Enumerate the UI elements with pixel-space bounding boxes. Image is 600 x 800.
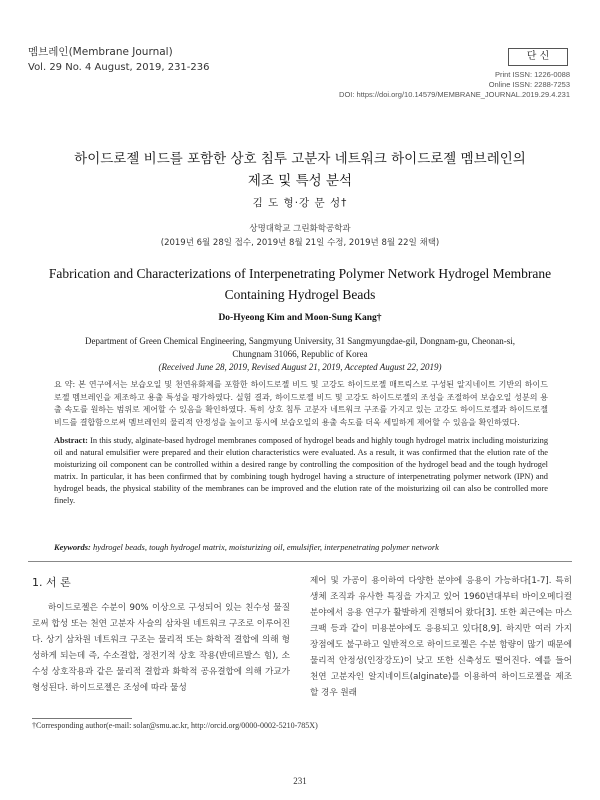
page-number: 231 <box>293 776 307 786</box>
affiliation-english <box>60 335 540 374</box>
abstract-english <box>54 435 548 507</box>
dates-korean: (2019년 6월 28일 접수, 2019년 8월 21일 수정, 2019년 8월 22일 채택) <box>160 238 440 248</box>
intro-paragraph-right: 제어 및 가공이 용이하여 다양한 분야에 응용이 가능하다[1-7]. 특히 생체 조직과 유사한 특징을 가지고 있어 1960년대부터 바이오메디컬 분야에서 응용 연구가 활발하게 진행되어 왔다[3]. 또한 최근에는 마스크팩 등과 같이 미용분야에도 응용되고 있다[8,9]. 하지만 여러 가지 장점에도 불구하고 일반적으로 하이드로젤은 수분 함량이 많기 때문에 물리적 안정성(인장강도)이 낮고 또한 신축성도 떨어진다. 예를 들어 천연 고분자인 알지네이트(alginate)를 이용하여 하이드로젤을 제조할 경우 원래 <box>310 576 572 698</box>
affiliation-korean-dept: 상명대학교 그린화학공학과 <box>249 224 351 234</box>
journal-volume: Vol. 29 No. 4 August, 2019, 231-236 <box>28 62 210 73</box>
title-korean <box>0 148 600 192</box>
body-column-left <box>32 600 290 696</box>
doi-link[interactable]: DOI: https://doi.org/10.14579/MEMBRANE_JOURNAL.2019.29.4.231 <box>339 90 570 99</box>
section-heading-intro: 1. 서 론 <box>32 576 71 589</box>
abstract-english-label: Abstract: <box>54 436 88 445</box>
dates-english: (Received June 28, 2019, Revised August 21, 2019, Accepted August 22, 2019) <box>158 362 442 372</box>
abstract-korean <box>54 379 548 429</box>
corresponding-author-footnote: †Corresponding author(e-mail: solar@smu.ac.kr, http://orcid.org/0000-0002-5210-785X) <box>32 721 318 730</box>
title-korean-line1: 하이드로젤 비드를 포함한 상호 침투 고분자 네트워크 하이드로젤 멤브레인의 <box>74 151 526 167</box>
affiliation-english-line2: Chungnam 31066, Republic of Korea <box>232 349 368 359</box>
title-english-line1: Fabrication and Characterizations of Interpenetrating Polymer Network Hydrogel Membrane <box>48 266 552 281</box>
title-korean-line2: 제조 및 특성 분석 <box>247 173 353 189</box>
title-english-line2: Containing Hydrogel Beads <box>224 287 376 302</box>
body-column-right <box>310 573 572 701</box>
section-divider <box>28 561 572 562</box>
issn-block <box>339 70 570 100</box>
authors-korean: 김 도 형·강 문 성† <box>252 197 348 209</box>
online-issn: Online ISSN: 2288-7253 <box>488 80 570 89</box>
abstract-english-text: In this study, alginate-based hydrogel membranes composed of hydrogel beads and highly tough hydrogel matrix including moisturizing oil and natural emulsifier were prepared and their elution characteristics were evaluated. As a result, it was confirmed that the elution rate of the moisturizing oil component can be controlled within a desired range by controlling the composition of the hydrogel bead and the tough hydrogel matrix. In particular, it has been confirmed that by combining tough hydrogel having a structure of interpenetrating polymer network (IPN) and hydrogel beads, the physical stability of the membranes can be improved and the elution rate of the moisturizing oil can also be controlled more finely. <box>54 436 549 505</box>
journal-header <box>28 44 209 76</box>
intro-paragraph-left: 하이드로젤은 수분이 90% 이상으로 구성되어 있는 친수성 물질로써 합성 또는 천연 고분자 사슬의 삼차원 네트워크 구조로 이루어진다. 상기 삼차원 네트워크 구조는 물리적 또는 화학적 결합에 의해 형성하게 되는데 즉, 수소결합, 정전기적 상호 작용(반데르발스 힘), 소수성 상호작용과 같은 물리적 결합과 화학적 공유결합에 의해 가교가 형성된다. 하이드로젤은 조성에 따라 물성 <box>32 603 290 693</box>
abstract-korean-label: 요 약: <box>54 380 76 389</box>
abstract-korean-text: 본 연구에서는 보습오일 및 천연유화제를 포함한 하이드로젤 비드 및 고강도 하이드로젤 매트릭스로 구성된 알지네이트 기반의 하이드로젤 멤브레인을 제조하고 용출 특성을 평가하였다. 실험 결과, 하이드로젤 비드 및 고강도 하이드로젤의 조성을 조절하여 보습오일 성분의 용출 속도를 원하는 범위로 제어할 수 있음을 확인하였다. 특히 상호 침투 고분자 네트워크 구조를 가지고 있는 고강도 하이드로젤과 하이드로젤 비드를 결합함으로써 멤브레인의 물리적 안정성을 높이고 동시에 보습오일의 용출 속도를 더욱 세밀하게 제어할 수 있음을 확인하였다. <box>54 380 548 427</box>
footnote-divider <box>32 718 132 719</box>
authors-english: Do-Hyeong Kim and Moon-Sung Kang† <box>218 313 382 323</box>
article-type-badge: 단 신 <box>508 48 568 66</box>
journal-name: 멤브레인(Membrane Journal) <box>28 46 173 58</box>
keywords <box>54 541 548 553</box>
affiliation-english-line1: Department of Green Chemical Engineering, Sangmyung University, 31 Sangmyungdae-gil, Dongnam-gu, Cheonan-si, <box>84 336 516 346</box>
print-issn: Print ISSN: 1226-0088 <box>494 70 570 79</box>
keywords-text: hydrogel beads, tough hydrogel matrix, moisturizing oil, emulsifier, interpenetrating polymer network <box>92 542 439 552</box>
affiliation-korean <box>0 222 600 250</box>
title-english <box>0 263 600 305</box>
keywords-label: Keywords: <box>54 542 91 552</box>
